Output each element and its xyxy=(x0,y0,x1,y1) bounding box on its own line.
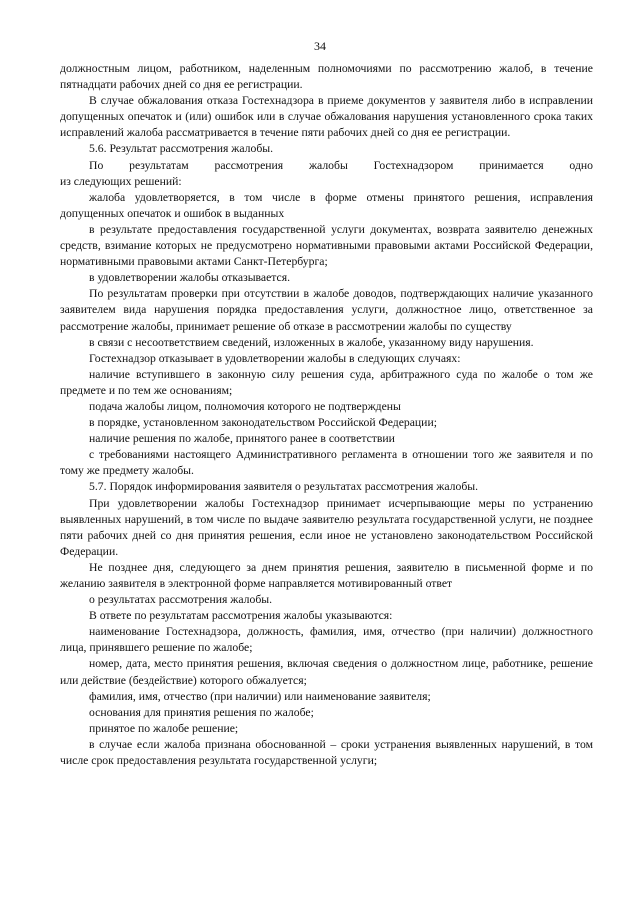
paragraph: наличие вступившего в законную силу решения суда, арбитражного суда по жалобе о том же предмете и по тем же основаниям; xyxy=(60,367,593,397)
paragraph: в результате предоставления государственной услуги документах, возврата заявителю денежных средств, взимание которых не предусмотрено нормативными правовыми актами Российской Федерации, нормативными правовыми актами Санкт-Петербурга; xyxy=(60,222,593,269)
paragraph: основания для принятия решения по жалобе; xyxy=(89,705,314,719)
paragraph: номер, дата, место принятия решения, включая сведения о должностном лице, работнике, решение или действие (бездействие) которого обжалуется; xyxy=(60,657,593,687)
paragraph: должностным лицом, работником, наделенным полномочиями по рассмотрению жалоб, в течение пятнадцати рабочих дней со дня ее регистрации. xyxy=(60,62,593,92)
paragraph: с требованиями настоящего Административного регламента в отношении того же заявителя и по тому же предмету жалобы. xyxy=(60,448,593,478)
paragraph: в удовлетворении жалобы отказывается. xyxy=(89,271,291,285)
paragraph: в связи с несоответствием сведений, изложенных в жалобе, указанному виду нарушения. xyxy=(89,335,534,349)
paragraph: В ответе по результатам рассмотрения жалобы указываются: xyxy=(89,609,393,623)
paragraph: из следующих решений: xyxy=(60,174,182,188)
paragraph: При удовлетворении жалобы Гостехнадзор принимает исчерпывающие меры по устранению выявленных нарушений, в том числе по выдаче заявителю результата государственной услуги, не позднее пяти рабочих дней со дня принятия решения, если иное не установлено законодательством Российской Федерации. xyxy=(60,496,593,558)
paragraph: фамилия, имя, отчество (при наличии) или наименование заявителя; xyxy=(89,689,431,703)
paragraph: По результатам рассмотрения жалобы Гостехнадзором принимается одно xyxy=(89,158,593,172)
paragraph: наименование Гостехнадзора, должность, фамилия, имя, отчество (при наличии) должностного лица, принявшего решение по жалобе; xyxy=(60,625,593,655)
paragraph: 5.6. Результат рассмотрения жалобы. xyxy=(89,142,274,156)
paragraph: в случае если жалоба признана обоснованной – сроки устранения выявленных нарушений, в том числе срок предоставления результата государственной услуги; xyxy=(60,737,593,768)
paragraph: Не позднее дня, следующего за днем принятия решения, заявителю в письменной форме и по желанию заявителя в электронной форме направляется мотивированный ответ xyxy=(60,560,593,590)
page-number: 34 xyxy=(314,39,326,53)
paragraph: принятое по жалобе решение; xyxy=(89,721,239,735)
paragraph: подача жалобы лицом, полномочия которого не подтверждены xyxy=(89,399,401,413)
paragraph: 5.7. Порядок информирования заявителя о результатах рассмотрения жалобы. xyxy=(89,480,479,494)
paragraph: наличие решения по жалобе, принятого ранее в соответствии xyxy=(89,432,395,446)
paragraph: о результатах рассмотрения жалобы. xyxy=(89,593,273,607)
document-body xyxy=(60,61,593,769)
paragraph: жалоба удовлетворяется, в том числе в форме отмены принятого решения, исправления допущенных опечаток и ошибок в выданных xyxy=(60,190,593,220)
paragraph: По результатам проверки при отсутствии в жалобе доводов, подтверждающих наличие указанного заявителем вида нарушения порядка предоставления услуги, должностное лицо, ответственное за рассмотрение жалобы, принимает решение об отказе в рассмотрении жалобы по существу xyxy=(60,287,593,333)
paragraph: Гостехнадзор отказывает в удовлетворении жалобы в следующих случаях: xyxy=(89,351,461,365)
paragraph: в порядке, установленном законодательством Российской Федерации; xyxy=(89,416,437,430)
paragraph: В случае обжалования отказа Гостехнадзора в приеме документов у заявителя либо в исправлении допущенных опечаток и (или) ошибок или в случае обжалования нарушения установленного срока таких исправлений жалоба рассматривается в течение пяти рабочих дней со дня ее регистрации. xyxy=(60,94,593,140)
